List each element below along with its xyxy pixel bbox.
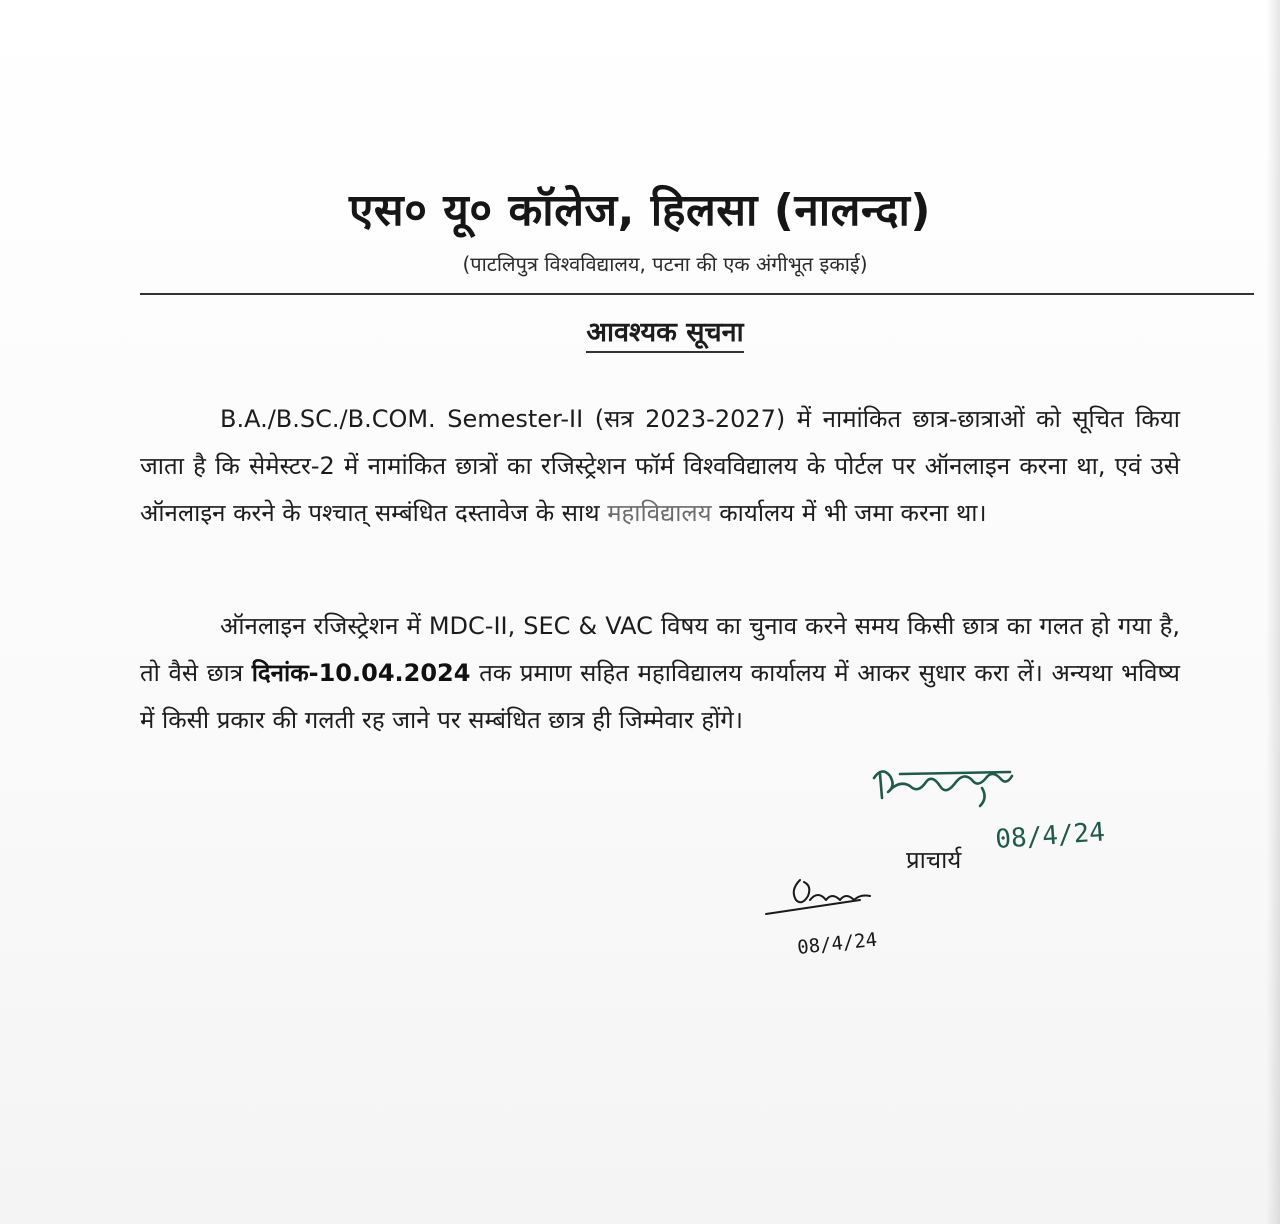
signature-scribble — [874, 771, 1012, 806]
header-divider — [140, 293, 1254, 295]
deadline-date: दिनांक-10.04.2024 — [251, 659, 471, 687]
para1-faint-word: महाविद्यालय — [607, 499, 712, 527]
receiving-signature — [760, 866, 920, 976]
notice-paragraph-2 — [140, 603, 1180, 744]
para2-text: ऑनलाइन रजिस्ट्रेशन में MDC-II, SEC & VAC विषय का चुनाव करने समय किसी छात्र का गलत हो गया है, तो वैसे छात्र — [140, 612, 1180, 687]
para2-text-end: तक प्रमाण सहित महाविद्यालय कार्यालय में आकर सुधार करा लें। अन्यथा भविष्य में किसी प्रकार की गलती रह जाने पर सम्बंधित छात्र ही जिम्मेवार होंगे। — [140, 659, 1180, 734]
para1-text-end: कार्यालय में भी जमा करना था। — [719, 499, 987, 527]
notice-title — [0, 312, 1280, 349]
notice-title-text: आवश्यक सूचना — [586, 317, 743, 353]
principal-signature-date: 08/4/24 — [994, 817, 1106, 855]
college-name: एस० यू० कॉलेज, हिलसा (नालन्दा) — [349, 185, 931, 236]
principal-label: प्राचार्य — [906, 846, 962, 874]
notice-paragraph-1 — [140, 396, 1180, 537]
receiving-signature-scribble — [766, 880, 870, 914]
receiving-signature-date: 08/4/24 — [796, 928, 879, 959]
para1-text: B.A./B.SC./B.COM. Semester-II (सत्र 2023-2027) में नामांकित छात्र-छात्राओं को सूचित किया जाता है कि सेमेस्टर-2 में नामांकित छात्रों का रजिस्ट्रेशन फॉर्म विश्वविद्यालय के पोर्टल पर ऑनलाइन करना था, एवं उसे ऑनलाइन करने के पश्चात् सम्बंधित दस्तावेज के साथ — [140, 405, 1180, 527]
college-affiliation: (पाटलिपुत्र विश्वविद्यालय, पटना की एक अंगीभूत इकाई) — [462, 252, 868, 276]
